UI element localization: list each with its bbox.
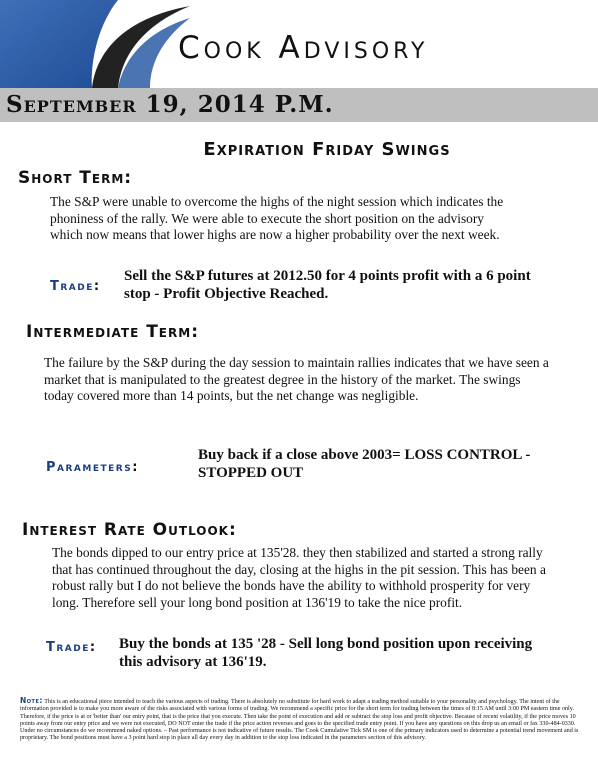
- parameters-text: Buy back if a close above 2003= LOSS CONTROL - STOPPED OUT: [198, 447, 531, 481]
- page-title: Expiration Friday Swings: [203, 139, 451, 160]
- disclaimer-note: [20, 697, 586, 743]
- header: [0, 0, 598, 88]
- report-date: September 19, 2014 P.M.: [6, 91, 334, 118]
- interest-rate-heading: Interest Rate Outlook:: [22, 520, 237, 540]
- note-label: Note:: [20, 696, 43, 705]
- parameters-label: Parameters:: [46, 460, 139, 475]
- brand-name: Cook Advisory: [178, 30, 429, 66]
- short-term-trade-label: Trade:: [50, 279, 101, 294]
- interest-rate-trade-text: Buy the bonds at 135 '28 - Sell long bond position upon receiving this advisory at 136'19.: [119, 636, 533, 670]
- intermediate-term-heading: Intermediate Term:: [26, 322, 199, 342]
- note-text: This is an educational piece intended to teach the various aspects of trading. There is absolutely no substitute for hard work to adapt a trading method suitable to your personality and psychology. The intent of the information provided is to make you more aware of the risks associated with various forms of trading. We recommend a specific price for the short term for trading between the times of 8:15 AM until 3:00 PM eastern time only. Therefore, if the price is at or 'better than' our entry point, that is the price that you execute. Then take the point of execution and add or subtract the stop loss and profit objective. Because of recent volatility, if the price moves 10 points away from our entry price and we were not executed, DO NOT enter the trade if the price action reverses and goes to the specified trade entry point. If you have any questions on this drop us an email or fax 330-484-0330. Under no circumstances do we recommend naked options. – Past performance is not indicative of future results. The Cook Cumulative Tick SM is one of the primary indicators used to determine a potential trend movement and is proprietary. The bond positions must have a 3 point hard stop in place all day every day in addition to the stop loss indicated in the parameters section of this advisory.: [20, 699, 579, 742]
- short-term-body: The S&P were unable to overcome the highs of the night session which indicates the phoniness of the rally. We were able to execute the short position on the advisory which now means that lower highs are now a higher probability over the next week.: [50, 194, 504, 243]
- intermediate-term-body: The failure by the S&P during the day session to maintain rallies indicates that we have seen a market that is manipulated to the greatest degree in the history of the market. The swings today covered more than 14 points, but the net change was negligible.: [44, 355, 549, 404]
- interest-rate-body: The bonds dipped to our entry price at 135'28. they then stabilized and started a strong rally that has continued throughout the day, closing at the highs in the pit session. This has been a robust rally but I do not believe the bonds have the ability to withhold prosperity for very long. Therefore sell your long bond position at 136'19 to take the nice profit.: [52, 545, 546, 610]
- short-term-heading: Short Term:: [18, 168, 133, 188]
- date-bar: [0, 88, 598, 122]
- short-term-trade-text: Sell the S&P futures at 2012.50 for 4 points profit with a 6 point stop - Profit Objective Reached.: [124, 268, 531, 302]
- interest-rate-trade-label: Trade:: [46, 640, 97, 655]
